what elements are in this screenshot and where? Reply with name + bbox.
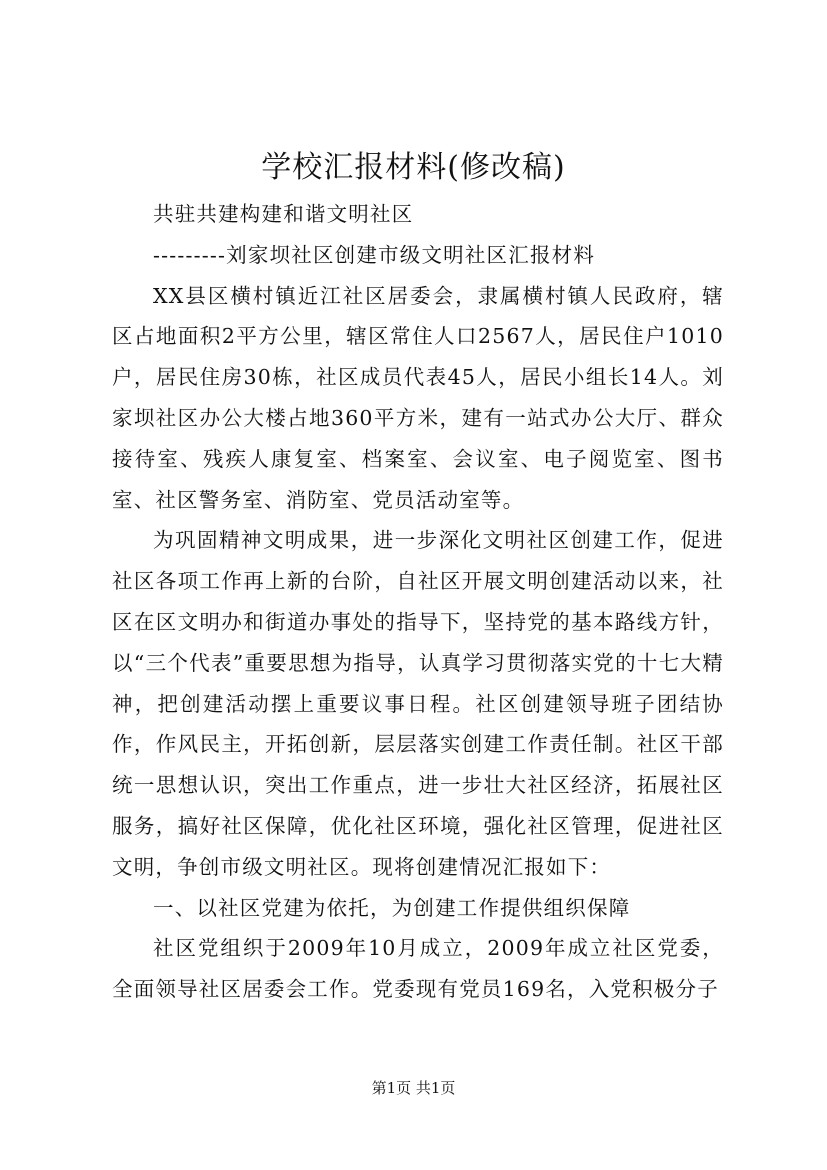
paragraph-report-title: ---------刘家坝社区创建市级文明社区汇报材料 [153,242,596,267]
document-body [112,194,724,1010]
paragraph-subtitle: 共驻共建构建和谐文明社区 [153,202,414,226]
page-number: 第1页 共1页 [371,1079,456,1097]
paragraph-community-overview: XX县区横村镇近江社区居委会，隶属横村镇人民政府，辖区占地面积2平方公里，辖区常住人口2567人，居民住户1010户，居民住房30栋，社区成员代表45人，居民小组长14人。刘家坝社区办公大楼占地360平方米，建有一站式办公大厅、群众接待室、残疾人康复室、档案室、会议室、电子阅览室、图书室、社区警务室、消防室、党员活动室等。 [112,283,724,512]
paragraph-party-organization: 社区党组织于2009年10月成立，2009年成立社区党委，全面领导社区居委会工作。党委现有党员169名，入党积极分子 [112,936,724,1002]
document-title: 学校汇报材料(修改稿) [261,150,566,185]
paragraph-civilization-work: 为巩固精神文明成果，进一步深化文明社区创建工作，促进社区各项工作再上新的台阶，自社区开展文明创建活动以来，社区在区文明办和街道办事处的指导下，坚持党的基本路线方针，以“三个代表”重要思想为指导，认真学习贯彻落实党的十七大精神，把创建活动摆上重要议事日程。社区创建领导班子团结协作，作风民主，开拓创新，层层落实创建工作责任制。社区干部统一思想认识，突出工作重点，进一步壮大社区经济，拓展社区服务，搞好社区保障，优化社区环境，强化社区管理，促进社区文明，争创市级文明社区。现将创建情况汇报如下： [112,528,724,879]
section-heading-party-building: 一、以社区党建为依托，为创建工作提供组织保障 [153,895,631,920]
